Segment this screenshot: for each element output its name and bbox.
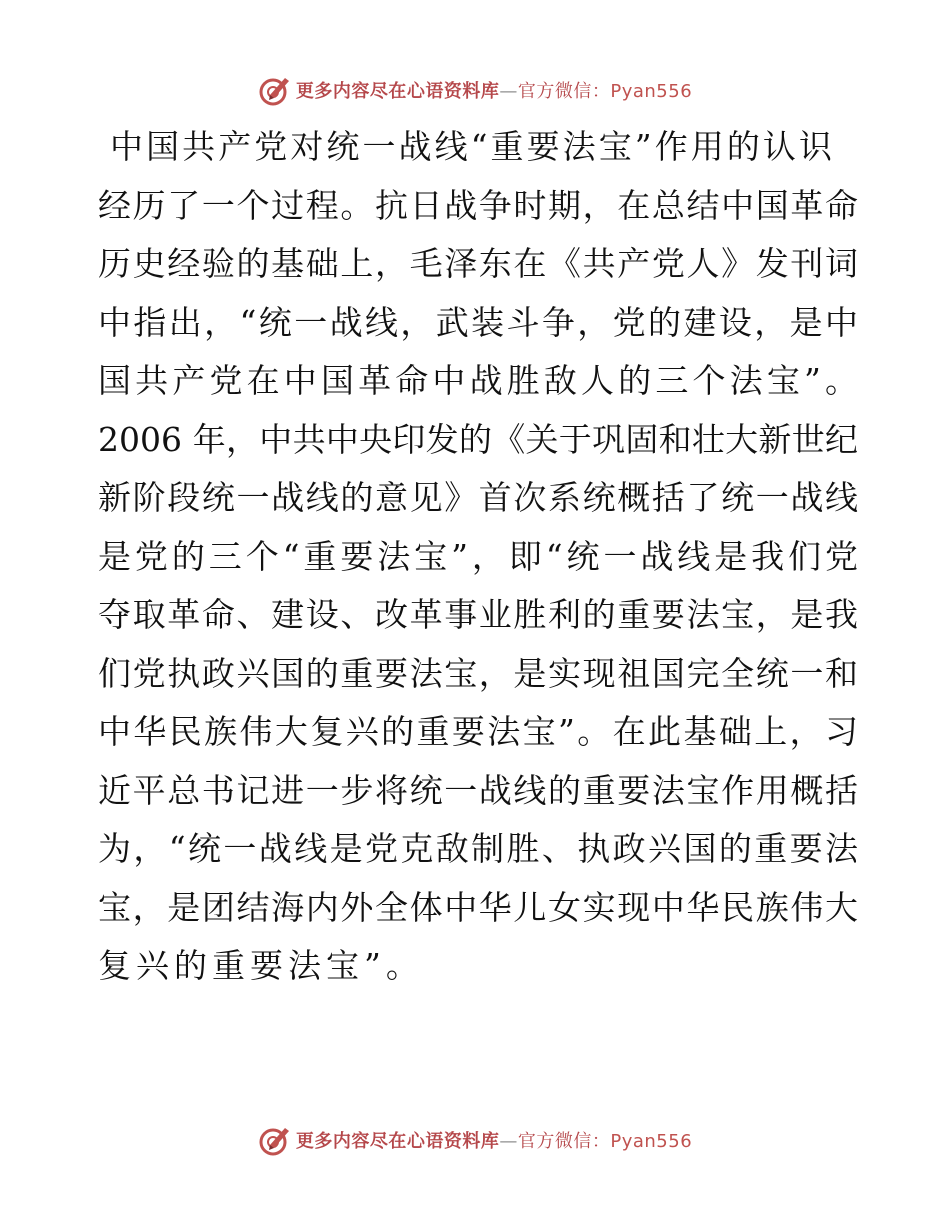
header-wechat-handle: Pyan556 <box>610 81 693 102</box>
body-line: 中国共产党对统一战线“重要法宝”作用的认识 <box>110 127 832 166</box>
footer-wechat-label: 官方微信： <box>517 1131 611 1152</box>
footer-text <box>296 1127 692 1153</box>
body-line: 宝，是团结海内外全体中华儿女实现中华民族伟大 <box>98 887 858 927</box>
header-banner <box>0 68 950 112</box>
header-wechat-label: 官方微信： <box>517 81 611 102</box>
body-line: 国共产党在中国革命中战胜敌人的三个法宝”。 <box>98 361 858 400</box>
header-dash: — <box>499 81 518 102</box>
footer-wechat-handle: Pyan556 <box>610 1131 693 1152</box>
body-line: 经历了一个过程。抗日战争时期，在总结中国革命 <box>98 185 858 225</box>
footer-title: 更多内容尽在心语资料库 <box>295 1131 500 1152</box>
header-text <box>296 77 692 103</box>
body-line: 们党执政兴国的重要法宝，是实现祖国完全统一和 <box>98 653 858 693</box>
document-body <box>98 118 858 996</box>
body-line: 中指出，“统一战线，武装斗争，党的建设，是中 <box>98 302 858 342</box>
body-line: 2006 年，中共中央印发的《关于巩固和壮大新世纪 <box>98 419 858 459</box>
body-line: 近平总书记进一步将统一战线的重要法宝作用概括 <box>98 770 858 810</box>
body-line: 是党的三个“重要法宝”，即“统一战线是我们党 <box>98 536 858 576</box>
footer-banner <box>0 1118 950 1162</box>
footer-dash: — <box>499 1131 518 1152</box>
body-line: 中华民族伟大复兴的重要法宝”。在此基础上，习 <box>98 712 858 751</box>
body-line: 为，“统一战线是党克敌制胜、执政兴国的重要法 <box>98 829 858 868</box>
pen-logo-icon <box>258 1123 292 1157</box>
body-line: 复兴的重要法宝”。 <box>98 946 424 985</box>
header-title: 更多内容尽在心语资料库 <box>295 81 500 102</box>
body-line: 夺取革命、建设、改革事业胜利的重要法宝，是我 <box>98 595 858 634</box>
pen-logo-icon <box>258 73 292 107</box>
body-line: 历史经验的基础上，毛泽东在《共产党人》发刊词 <box>98 244 858 283</box>
body-line: 新阶段统一战线的意见》首次系统概括了统一战线 <box>98 478 858 517</box>
